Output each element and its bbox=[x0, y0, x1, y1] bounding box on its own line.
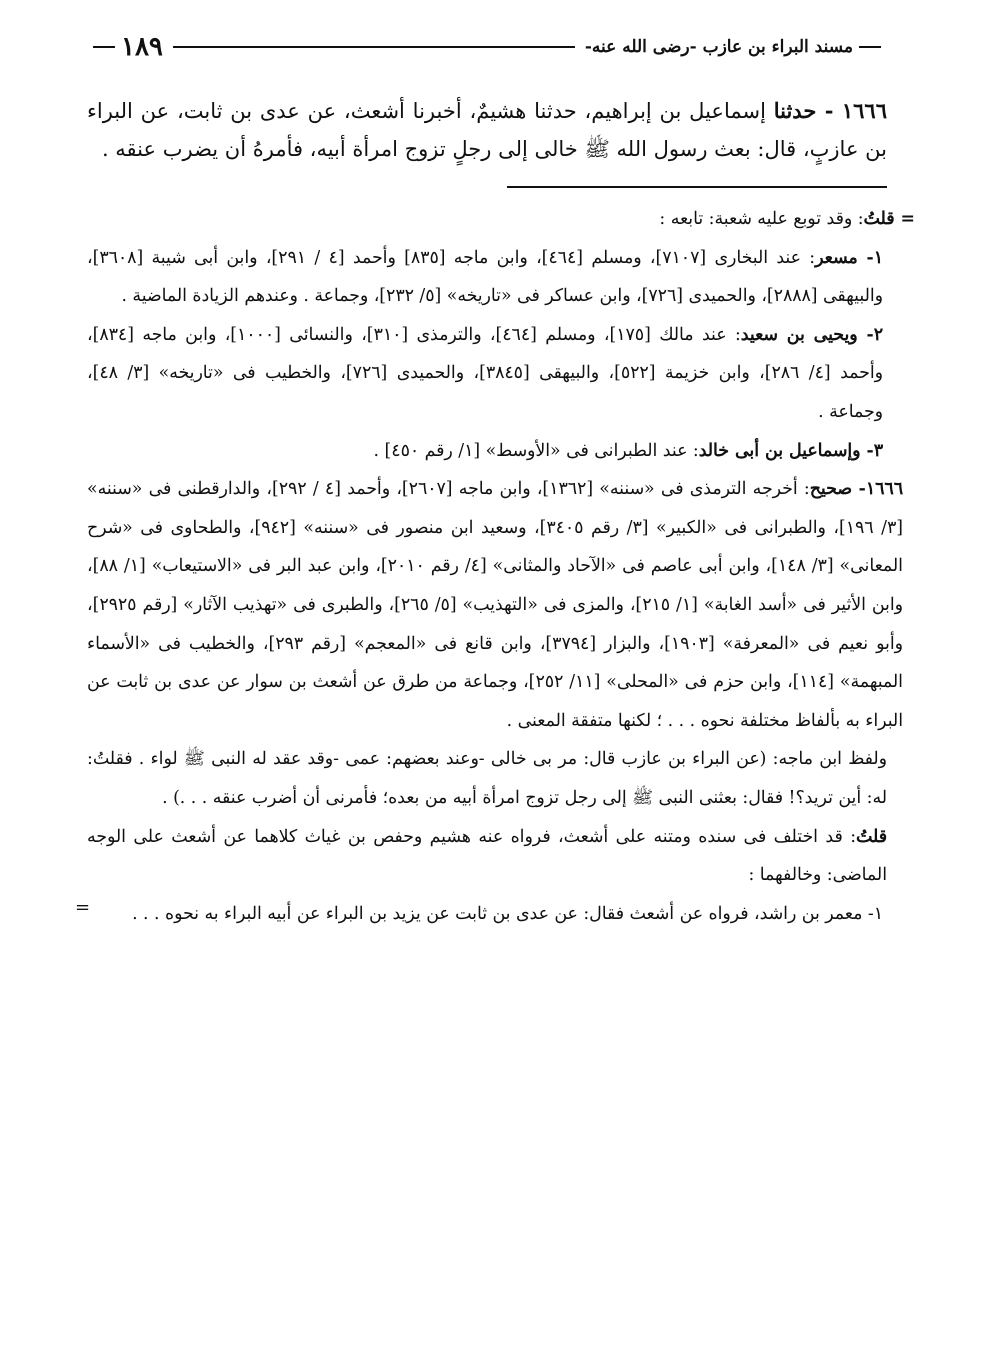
note-paragraph-5 bbox=[87, 470, 903, 740]
note-text-7: : قد اختلف فى سنده ومتنه على أشعث، فرواه عنه هشيم وحفص بن غياث كلاهما عن أشعث على الوجه الماضى: وخالفهما : bbox=[87, 826, 887, 886]
continuation-mark: = bbox=[75, 896, 91, 918]
note-text-8: ١- معمر بن راشد، فرواه عن أشعث فقال: عن عدى بن ثابت عن يزيد بن البراء عن أبيه البراء به نحوه . . . bbox=[132, 903, 883, 924]
header-dash-end bbox=[93, 46, 115, 48]
note-lead-2: ١- مسعر bbox=[815, 247, 883, 268]
footnotes bbox=[75, 200, 915, 933]
note-text-3: : عند مالك [١٧٥]، ومسلم [٤٦٤]، والترمذى [٣١٠]، والنسائى [١٠٠٠]، وابن ماجه [٨٣٤]، وأحمد [٤/ ٢٨٦]، وابن خزيمة [٥٢٢]، والبيهقى [٣٨٤٥]، والحميدى [٧٢٦]، والخطيب فى «تاريخه» [٣/ ٤٨]، وجماعة . bbox=[87, 324, 883, 422]
note-text-2: : عند البخارى [٧١٠٧]، ومسلم [٤٦٤]، وابن ماجه [٨٣٥] وأحمد [٤ / ٢٩١]، وابن أبى شيبة [٣٦٠٨]، والبيهقى [٢٨٨٨]، والحميدى [٧٢٦]، وابن عساكر فى «تاريخه» [٥/ ٢٣٢]، وجماعة . وعندهم الزيادة الماضية . bbox=[87, 247, 883, 307]
hadith-number: ١٦٦٦ - حدثنا bbox=[773, 98, 887, 123]
hadith-body: إسماعيل بن إبراهيم، حدثنا هشيمٌ، أخبرنا أشعث، عن عدى بن ثابت، عن البراء بن عازبٍ، قال: بعث رسول الله ﷺ خالى إلى رجلٍ تزوج امرأة أبيه، فأمرهُ أن يضرب عنقه . bbox=[87, 99, 887, 161]
hadith-text bbox=[87, 92, 887, 168]
note-text-4: : عند الطبرانى فى «الأوسط» [١/ رقم ٤٥٠] . bbox=[373, 440, 699, 461]
note-paragraph-1 bbox=[87, 200, 915, 239]
note-text-5: : أخرجه الترمذى فى «سننه» [١٣٦٢]، وابن ماجه [٢٦٠٧]، وأحمد [٤ / ٢٩٢]، والدارقطنى فى «سننه» [٣/ ١٩٦]، والطبرانى فى «الكبير» [٣/ رقم ٣٤٠٥]، وسعيد ابن منصور فى «سننه» [٩٤٢]، والطحاوى فى «شرح المعانى» [٣/ ١٤٨]، وابن أبى عاصم فى «الآحاد والمثانى» [٤/ رقم ٢٠١٠]، وابن عبد البر فى «الاستيعاب» [١/ ٨٨]، وابن الأثير فى «أسد الغابة» [١/ ٢١٥]، والمزى فى «التهذيب» [٥/ ٢٦٥]، والطبرى فى «تهذيب الآثار» [رقم ٢٩٢٥]، وأبو نعيم فى «المعرفة» [١٩٠٣]، والبزار [٣٧٩٤]، وابن قانع فى «المعجم» [رقم ٢٩٣]، والخطيب فى «الأسماء المبهمة» [١١٤]، وابن حزم فى «المحلى» [١١/ ٢٥٢]، وجماعة من طرق عن أشعث بن سوار عن عدى بن ثابت عن البراء به بألفاظ مختلفة نحوه . . . ؛ لكنها متفقة المعنى . bbox=[87, 479, 904, 731]
note-lead-7: قلتُ bbox=[856, 826, 887, 847]
note-lead-5: ١٦٦٦- صحيح bbox=[809, 479, 903, 500]
note-paragraph-4 bbox=[87, 432, 887, 471]
header-rule bbox=[173, 46, 575, 48]
book-page bbox=[75, 30, 915, 933]
note-paragraph-3 bbox=[87, 316, 887, 432]
note-paragraph-8 bbox=[75, 895, 887, 934]
note-paragraph-7 bbox=[87, 818, 887, 895]
note-text-1: : وقد توبع عليه شعبة: تابعه : bbox=[659, 209, 864, 229]
note-lead-1: = قلتُ bbox=[863, 209, 915, 229]
footnote-divider bbox=[507, 186, 887, 188]
page-header bbox=[87, 30, 887, 64]
page-number: ١٨٩ bbox=[121, 32, 163, 62]
note-lead-4: ٣- وإسماعيل بن أبى خالد bbox=[698, 440, 883, 461]
note-paragraph-2 bbox=[87, 239, 887, 316]
note-lead-3: ٢- ويحيى بن سعيد bbox=[740, 324, 883, 345]
note-paragraph-6: ولفظ ابن ماجه: (عن البراء بن عازب قال: مر بى خالى -وعند بعضهم: عمى -وقد عقد له النبى ﷺ لواء . فقلتُ: له: أين تريد؟! فقال: بعثنى النبى ﷺ إلى رجل تزوج امرأة أبيه من بعده؛ فأمرنى أن أضرب عنقه . . .) . bbox=[87, 749, 887, 808]
running-title: مسند البراء بن عازب -رضى الله عنه- bbox=[584, 37, 853, 57]
header-dash-start bbox=[859, 46, 881, 48]
